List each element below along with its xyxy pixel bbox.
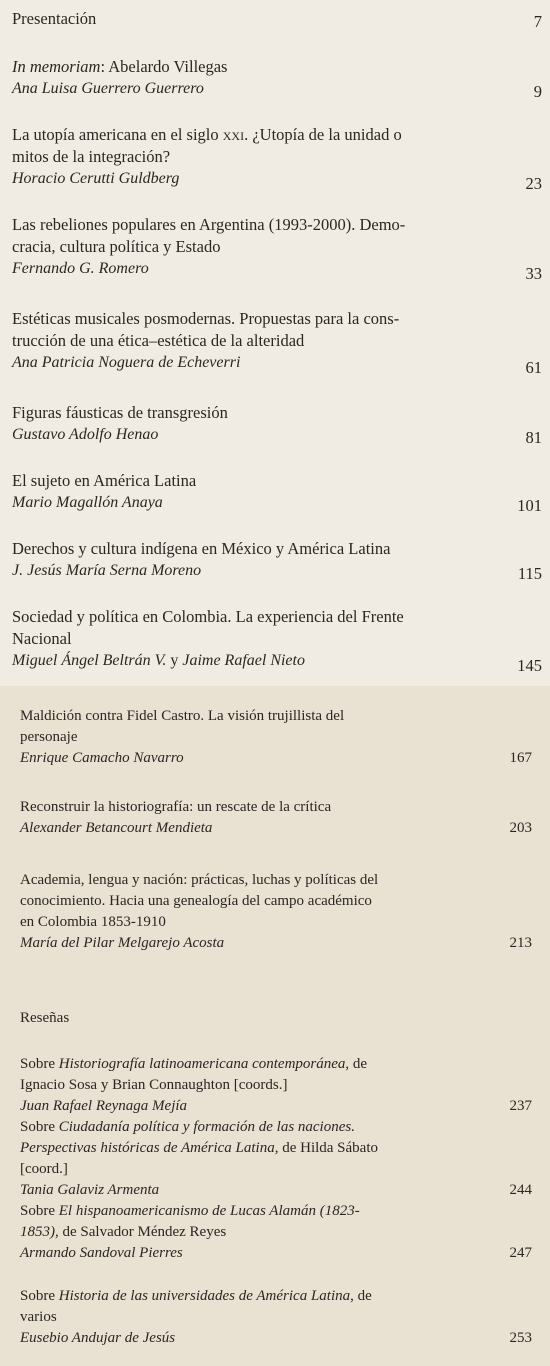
entry-page-number: 145	[517, 656, 542, 675]
entry-author: Ana Patricia Noguera de Echeverri	[12, 354, 241, 371]
toc-entry-presentacion[interactable]	[12, 8, 542, 32]
entry-title: Sobre Historia de las universidades de América Latina, de	[20, 1288, 372, 1304]
entry-title: Sobre El hispanoamericanismo de Lucas Alamán (1823-	[20, 1203, 360, 1219]
entry-title: Presentación	[12, 9, 97, 28]
toc-page-bottom	[0, 686, 550, 1366]
entry-title-cont: mitos de la integración?	[12, 147, 171, 166]
entry-author: Miguel Ángel Beltrán V. y Jaime Rafael Nieto	[12, 652, 305, 669]
toc-entry-derechos[interactable]	[12, 538, 542, 584]
entry-page-number: 7	[533, 12, 542, 31]
entry-page-number: 244	[509, 1182, 532, 1198]
toc-entry-figuras[interactable]	[12, 402, 542, 448]
entry-page-number: 237	[509, 1098, 532, 1114]
entry-page-number: 253	[509, 1330, 532, 1346]
entry-title: Estéticas musicales posmodernas. Propuestas para la cons-	[12, 309, 400, 328]
entry-title: Sobre Historiografía latinoamericana contemporánea, de	[20, 1056, 368, 1072]
toc-entry-maldicion[interactable]	[20, 706, 532, 769]
entry-title-cont: [coord.]	[20, 1161, 68, 1177]
entry-title-cont: varios	[20, 1309, 57, 1325]
entry-title-cont: Ignacio Sosa y Brian Connaughton [coords.]	[20, 1077, 288, 1093]
entry-page-number: 61	[525, 358, 542, 377]
toc-entry-sujeto[interactable]	[12, 470, 542, 516]
entry-title: In memoriam: Abelardo Villegas	[12, 57, 228, 76]
entry-author: Horacio Cerutti Guldberg	[12, 170, 180, 187]
entry-author: Gustavo Adolfo Henao	[12, 426, 159, 443]
entry-title: La utopía americana en el siglo xxi. ¿Utopía de la unidad o	[12, 125, 402, 144]
entry-title-cont: personaje	[20, 729, 78, 745]
toc-entry-esteticas[interactable]	[12, 308, 542, 378]
entry-title: Derechos y cultura indígena en México y América Latina	[12, 539, 391, 558]
entry-title-cont: conocimiento. Hacia una genealogía del campo académico	[20, 893, 372, 909]
entry-title: Sobre Ciudadanía política y formación de las naciones.	[20, 1119, 355, 1135]
entry-title: Academia, lengua y nación: prácticas, luchas y políticas del	[20, 872, 379, 888]
entry-title-cont: cracia, cultura política y Estado	[12, 237, 221, 256]
entry-author: Juan Rafael Reynaga Mejía	[20, 1098, 188, 1114]
entry-page-number: 23	[525, 174, 542, 193]
toc-entry-resena-ciudadania[interactable]	[20, 1117, 532, 1201]
entry-page-number: 101	[517, 496, 542, 515]
entry-author: Armando Sandoval Pierres	[20, 1245, 183, 1261]
toc-entry-sociedad[interactable]	[12, 606, 542, 676]
section-heading-resenas: Reseñas	[20, 1010, 70, 1026]
entry-title-cont: 1853), de Salvador Méndez Reyes	[20, 1224, 227, 1240]
toc-entry-resena-historiografia[interactable]	[20, 1054, 532, 1117]
toc-entry-utopia[interactable]	[12, 124, 542, 194]
entry-author: Ana Luisa Guerrero Guerrero	[12, 80, 204, 97]
entry-title-cont: Perspectivas históricas de América Latina, de Hilda Sábato	[20, 1140, 379, 1156]
entry-title-cont: en Colombia 1853-1910	[20, 914, 166, 930]
entry-page-number: 213	[509, 935, 532, 951]
entry-title: El sujeto en América Latina	[12, 471, 197, 490]
entry-title-cont: Nacional	[12, 629, 72, 648]
entry-page-number: 203	[509, 820, 532, 836]
entry-author: María del Pilar Melgarejo Acosta	[20, 935, 225, 951]
entry-page-number: 167	[509, 750, 532, 766]
toc-entry-academia[interactable]	[20, 870, 532, 954]
entry-title: Reconstruir la historiografía: un rescate de la crítica	[20, 799, 332, 815]
entry-page-number: 247	[509, 1245, 532, 1261]
entry-author: Fernando G. Romero	[12, 260, 149, 277]
entry-author: Enrique Camacho Navarro	[20, 750, 184, 766]
entry-page-number: 115	[517, 564, 542, 583]
entry-title: Figuras fáusticas de transgresión	[12, 403, 228, 422]
toc-entry-rebeliones[interactable]	[12, 214, 542, 284]
entry-page-number: 9	[533, 82, 542, 101]
entry-author: Tania Galaviz Armenta	[20, 1182, 160, 1198]
entry-author: Eusebio Andujar de Jesús	[20, 1330, 176, 1346]
entry-page-number: 33	[525, 264, 542, 283]
toc-entry-reconstruir[interactable]	[20, 797, 532, 839]
toc-entry-in-memoriam[interactable]	[12, 56, 542, 102]
entry-title: Sociedad y política en Colombia. La experiencia del Frente	[12, 607, 404, 626]
toc-entry-resena-hispanoamericanismo[interactable]	[20, 1201, 532, 1264]
toc-entry-resena-universidades[interactable]	[20, 1286, 532, 1349]
entry-author: Alexander Betancourt Mendieta	[20, 820, 213, 836]
entry-page-number: 81	[525, 428, 542, 447]
entry-title: Las rebeliones populares en Argentina (1993-2000). Demo-	[12, 215, 406, 234]
entry-title-cont: trucción de una ética–estética de la alteridad	[12, 331, 305, 350]
entry-title: Maldición contra Fidel Castro. La visión trujillista del	[20, 708, 345, 724]
entry-author: Mario Magallón Anaya	[12, 494, 163, 511]
entry-author: J. Jesús María Serna Moreno	[12, 562, 202, 579]
